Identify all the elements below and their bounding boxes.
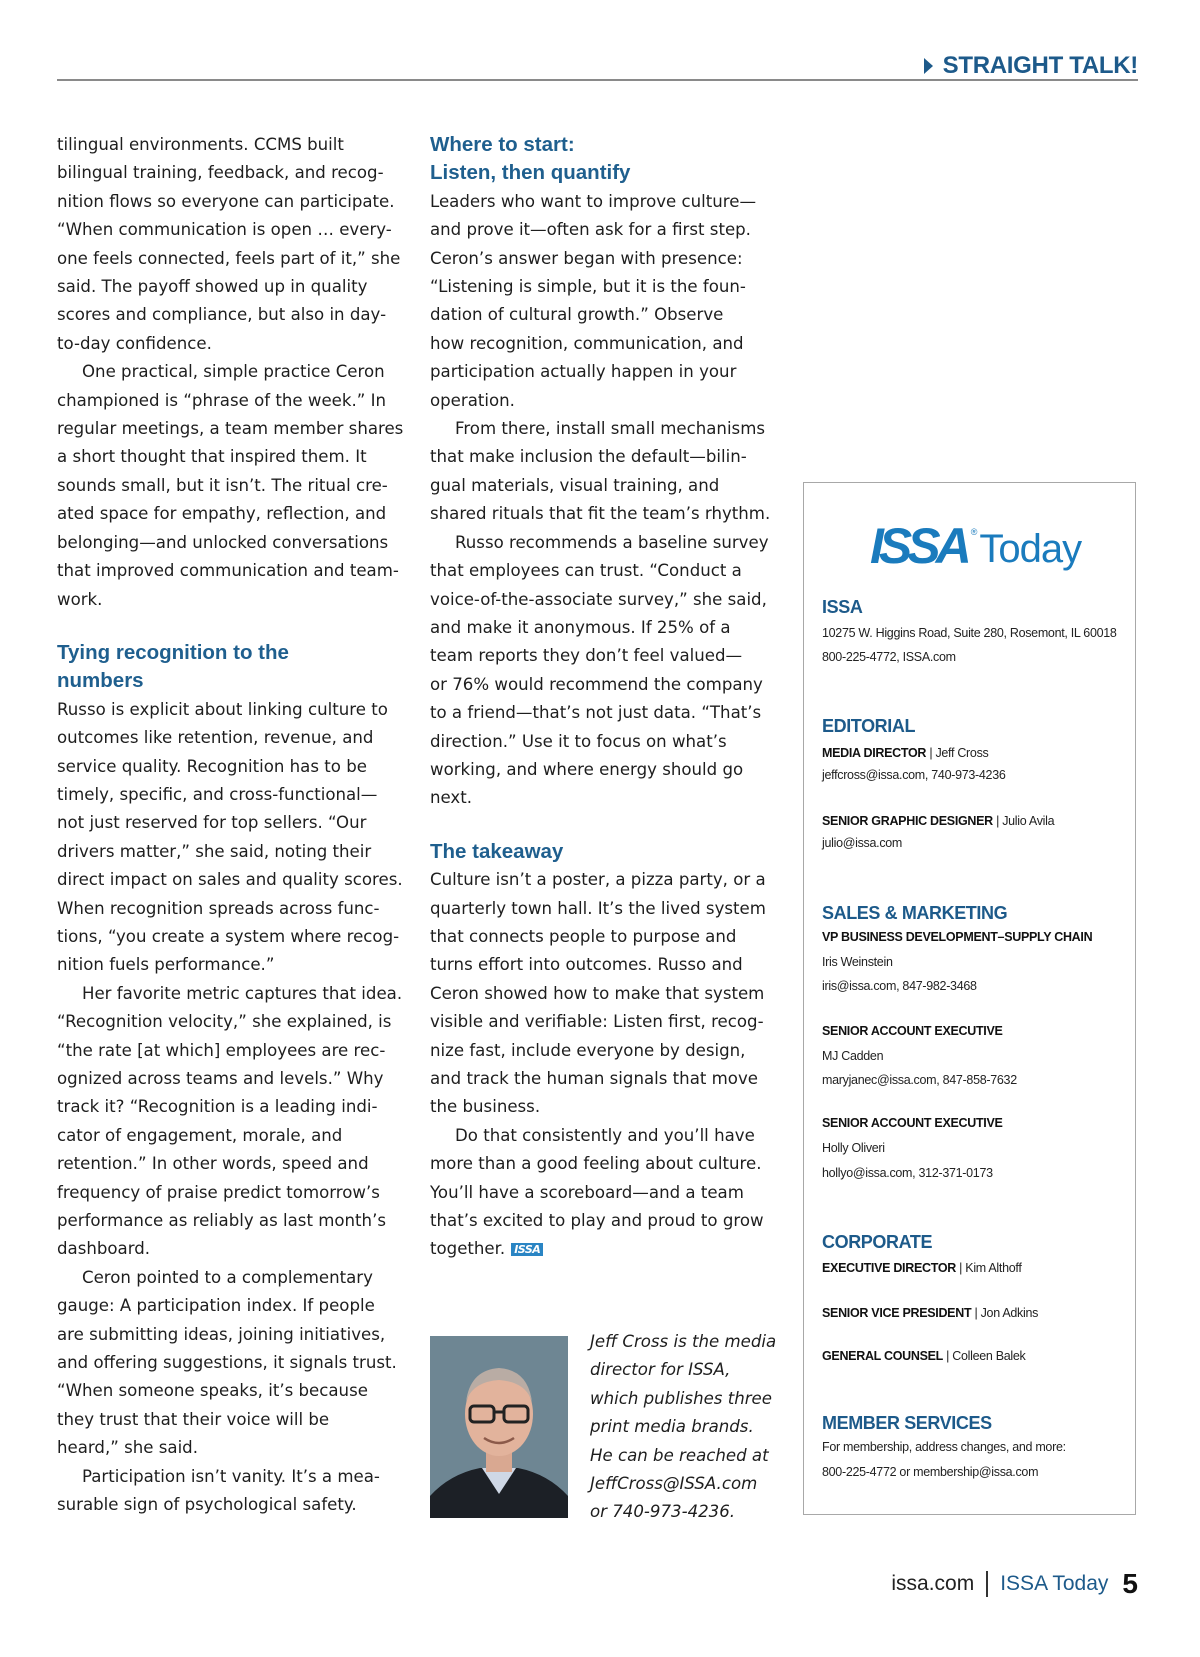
text-line [430,358,770,386]
text-line [57,781,397,809]
line-text: bilingual training, feedback, and recog- [57,163,384,183]
text-line [430,500,770,528]
text-line [57,809,397,837]
line-text: that connects people to purpose and [430,926,737,946]
line-text: that make inclusion the default—bilin- [430,447,747,467]
bio-line: director for ISSA, [590,1360,731,1380]
text-line [430,1037,770,1065]
text-line [57,159,397,187]
section-heading [430,131,770,188]
line-text: a short thought that inspired them. It [57,447,367,467]
line-text: “Listening is simple, but it is the foun- [430,277,746,297]
text-line [57,330,397,358]
text-line [57,557,397,585]
text-line [57,1377,397,1405]
vp-name: Iris Weinstein [822,955,893,969]
text-line [430,188,770,216]
author-bio [590,1328,776,1527]
line-text: Her favorite metric captures that idea. [82,983,403,1003]
text-line [57,1207,397,1235]
text-line [57,1235,397,1263]
issa-heading: ISSA [822,597,863,617]
text-line [430,784,770,812]
separator: | [955,1261,966,1275]
line-text: nition fuels performance.” [57,955,275,975]
footer-publication: ISSA Today [1000,1572,1109,1595]
media-director-row [822,744,988,762]
footer-site: issa.com [891,1572,975,1595]
line-text: sounds small, but it isn’t. The ritual cre- [57,475,388,495]
line-text: Ceron’s answer began with presence: [430,248,743,268]
sae1-role: SENIOR ACCOUNT EXECUTIVE [822,1024,1003,1038]
text-line [430,216,770,244]
name: Jeff Cross [935,746,989,760]
line-text: working, and where energy should go [430,759,744,779]
text-line [57,358,397,386]
bio-line: or 740-973-4236. [590,1502,736,1522]
issa-contact: 800-225-4772, ISSA.com [822,650,956,664]
svp-row [822,1304,1038,1322]
role: GENERAL COUNSEL [822,1349,943,1363]
masthead-box [803,482,1136,1515]
line-text: retention.” In other words, speed and [57,1154,369,1174]
separator: | [942,1349,953,1363]
issa-address: 10275 W. Higgins Road, Suite 280, Rosemont, IL 60018 [822,626,1117,640]
text-line [430,1008,770,1036]
line-text: cator of engagement, morale, and [57,1125,343,1145]
bio-line: print media brands. [590,1417,754,1437]
section-heading [430,838,770,866]
paragraph [57,696,403,980]
line-text: gauge: A participation index. If people [57,1296,375,1316]
name: Kim Althoff [965,1261,1022,1275]
issa-end-mark-icon: ISSA [511,1243,543,1256]
line-text: Do that consistently and you’ll have [455,1125,755,1145]
role: EXECUTIVE DIRECTOR [822,1261,956,1275]
text-line [57,273,397,301]
line-text: they trust that their voice will be [57,1409,330,1429]
logo-product: Today [979,527,1082,571]
line-text: said. The payoff showed up in quality [57,277,368,297]
text-line [57,724,397,752]
text-line [430,728,770,756]
line-text: nize fast, include everyone by design, [430,1040,746,1060]
vp-contact: iris@issa.com, 847-982-3468 [822,979,977,993]
text-line [57,895,397,923]
line-text: turns effort into outcomes. Russo and [430,955,743,975]
line-text: tilingual environments. CCMS built [57,135,344,154]
line-text: next. [430,788,473,808]
line-text: Participation isn’t vanity. It’s a mea- [82,1466,380,1486]
text-line [57,415,404,443]
text-line [57,1008,397,1036]
line-text: or 76% would recommend the company [430,674,763,694]
text-line [430,980,770,1008]
text-line [57,696,397,724]
sae2-name: Holly Oliveri [822,1141,885,1155]
text-line [430,245,770,273]
line-text: “Recognition velocity,” she explained, is [57,1012,392,1032]
line-text: From there, install small mechanisms [455,419,766,439]
designer-row [822,812,1054,830]
logo-brand: ISSA [870,518,967,574]
text-line [57,586,397,614]
line-text: to a friend—that’s not just data. “That’s [430,703,762,723]
executive-director-row [822,1259,1022,1277]
line-text: direction.” Use it to focus on what’s [430,731,727,751]
line-text: You’ll have a scoreboard—and a team [430,1182,744,1202]
line-text: timely, specific, and cross-functional— [57,784,378,804]
line-text: drivers matter,” she said, noting their [57,841,372,861]
role: SENIOR GRAPHIC DESIGNER [822,814,993,828]
text-line [430,1065,770,1093]
text-line [430,301,770,329]
text-line [430,557,770,585]
separator: | [971,1306,981,1320]
paragraph [57,131,401,358]
line-text: visible and verifiable: Listen first, recog- [430,1012,764,1032]
line-text: that improved communication and team- [57,561,399,581]
text-line [57,443,397,471]
line-text: operation. [430,390,515,410]
line-text: When recognition spreads across func- [57,898,380,918]
author-photo [430,1336,568,1518]
line-text: one feels connected, feels part of it,” she [57,248,401,268]
line-text: and make it anonymous. If 25% of a [430,617,731,637]
text-line [57,1292,397,1320]
designer-contact: julio@issa.com [822,836,903,850]
text-line [430,586,770,614]
line-text: Ceron showed how to make that system [430,983,765,1003]
line-text: Russo recommends a baseline survey [455,532,769,552]
text-line [430,614,770,642]
text-line [57,387,397,415]
line-text: ognized across teams and levels.” Why [57,1069,384,1088]
text-line [430,895,770,923]
line-text: Russo is explicit about linking culture to [57,699,388,719]
separator: | [992,814,1003,828]
text-line [57,245,401,273]
line-text: that’s excited to play and proud to grow [430,1211,764,1231]
text-line [57,1093,397,1121]
sae2-contact: hollyo@issa.com, 312-371-0173 [822,1166,993,1180]
line-text: performance as reliably as last month’s [57,1211,386,1231]
line-text: dashboard. [57,1239,151,1259]
line-text: surable sign of psychological safety. [57,1495,357,1515]
text-line [430,273,770,301]
media-director-contact: jeffcross@issa.com, 740-973-4236 [822,768,1006,782]
text-line [57,1491,397,1519]
section-heading [57,639,397,696]
bio-line: JeffCross@ISSA.com [590,1474,758,1494]
text-line [430,387,770,415]
line-text: One practical, simple practice Ceron [82,362,385,382]
text-line [57,1150,397,1178]
line-text: championed is “phrase of the week.” In [57,390,387,410]
line-text: tions, “you create a system where recog- [57,926,400,946]
paragraph [430,1122,770,1264]
member-services-line2: 800-225-4772 or membership@issa.com [822,1465,1039,1479]
line-text: nition flows so everyone can participate. [57,191,395,211]
line-text: Leaders who want to improve culture— [430,191,757,211]
text-line [430,1122,770,1150]
text-line [57,500,397,528]
page-footer [891,1568,1138,1600]
line-text: and offering suggestions, it signals trust. [57,1353,397,1373]
bio-line: Jeff Cross is the media [590,1332,777,1351]
line-text: track it? “Recognition is a leading indi- [57,1097,378,1117]
line-text: Ceron pointed to a complementary [82,1267,373,1287]
line-text: gual materials, visual training, and [430,475,720,495]
text-line [430,642,770,670]
role: MEDIA DIRECTOR [822,746,927,760]
paragraph [57,1463,397,1520]
text-line [430,923,770,951]
corporate-heading: CORPORATE [822,1232,933,1252]
sales-heading: SALES & MARKETING [822,903,1008,923]
text-line [430,1235,770,1263]
paragraph [57,980,403,1264]
text-line [430,472,770,500]
member-services-heading: MEMBER SERVICES [822,1413,992,1433]
text-line [57,529,397,557]
line-text: dation of cultural growth.” Observe [430,305,724,325]
line-text: regular meetings, a team member shares [57,419,404,439]
paragraph [430,529,770,813]
text-line [430,951,770,979]
text-line [57,1434,397,1462]
line-text: scores and compliance, but also in day- [57,305,387,325]
page-number: 5 [1122,1568,1138,1599]
text-line [57,1179,397,1207]
text-line [430,1179,770,1207]
editorial-heading: EDITORIAL [822,716,916,736]
role: SENIOR VICE PRESIDENT [822,1306,972,1320]
line-text: heard,” she said. [57,1438,198,1458]
registered-mark-icon: ® [970,527,978,537]
line-text: more than a good feeling about culture. [430,1154,762,1174]
article-column-left [57,131,404,1520]
sae1-contact: maryjanec@issa.com, 847-858-7632 [822,1073,1017,1087]
separator: | [926,746,936,760]
paragraph [430,866,770,1122]
line-text: that employees can trust. “Conduct a [430,561,742,581]
triangle-right-icon [924,58,933,74]
text-line [430,671,770,699]
line-text: work. [57,589,103,609]
text-line [57,923,400,951]
line-text: direct impact on sales and quality scores. [57,870,403,890]
line-text: and track the human signals that move [430,1069,758,1088]
text-line [57,1122,397,1150]
sae1-name: MJ Cadden [822,1049,884,1063]
line-text: together. [430,1239,506,1259]
text-line [430,415,770,443]
line-text: outcomes like retention, revenue, and [57,728,374,748]
line-text: voice-of-the-associate survey,” she said, [430,589,767,609]
text-line [57,131,397,159]
text-line [430,866,770,894]
bio-line: He can be reached at [590,1445,769,1465]
text-line [57,1037,397,1065]
text-line [57,951,397,979]
text-line [57,1065,397,1093]
line-text: the business. [430,1097,541,1117]
text-line [57,1321,397,1349]
line-text: and prove it—often ask for a first step. [430,220,751,240]
text-line [57,301,397,329]
name: Julio Avila [1002,814,1055,828]
paragraph [430,188,770,415]
heading-line: Listen, then quantify [430,161,631,185]
line-text: ated space for empathy, reflection, and [57,504,387,524]
footer-divider [986,1571,988,1597]
text-line [57,1349,397,1377]
paragraph [57,1264,397,1463]
text-line [57,188,397,216]
text-line [57,472,397,500]
line-text: “When someone speaks, it’s because [57,1381,368,1401]
line-text: Culture isn’t a poster, a pizza party, or a [430,870,766,890]
heading-line: numbers [57,669,144,693]
text-line [430,443,770,471]
general-counsel-row [822,1347,1026,1365]
text-line [57,216,397,244]
text-line [57,866,403,894]
line-text: team reports they don’t feel valued— [430,646,743,666]
text-line [430,529,770,557]
line-text: to-day confidence. [57,333,212,353]
paragraph [57,358,404,614]
text-line [430,1150,770,1178]
line-text: are submitting ideas, joining initiatives, [57,1324,386,1344]
line-text: participation actually happen in your [430,362,737,382]
line-text: service quality. Recognition has to be [57,756,367,776]
line-text: not just reserved for top sellers. “Our [57,813,367,833]
text-line [57,1406,397,1434]
text-line [57,753,397,781]
text-line [430,699,770,727]
line-text: “the rate [at which] employees are rec- [57,1040,386,1060]
heading-line: The takeaway [430,839,564,863]
text-line [430,1093,770,1121]
article-column-middle [430,131,770,1264]
text-line [430,1207,770,1235]
text-line [430,330,770,358]
line-text: “When communication is open … every- [57,220,392,240]
paragraph [430,415,770,529]
text-line [57,838,397,866]
section-label [924,52,1138,80]
text-line [57,1264,397,1292]
text-line [57,980,403,1008]
line-text: how recognition, communication, and [430,333,744,353]
line-text: frequency of praise predict tomorrow’s [57,1182,380,1202]
text-line [430,756,770,784]
vp-role: VP BUSINESS DEVELOPMENT–SUPPLY CHAIN [822,930,1093,944]
line-text: shared rituals that fit the team’s rhythm. [430,504,771,524]
heading-line: Tying recognition to the [57,640,289,664]
member-services-line1: For membership, address changes, and more: [822,1440,1066,1454]
line-text: belonging—and unlocked conversations [57,532,389,552]
bio-line: which publishes three [590,1388,772,1408]
section-title: STRAIGHT TALK! [942,52,1138,79]
name: Jon Adkins [980,1306,1039,1320]
heading-line: Where to start: [430,133,575,156]
sae2-role: SENIOR ACCOUNT EXECUTIVE [822,1116,1003,1130]
line-text: quarterly town hall. It’s the lived system [430,898,766,918]
issa-today-logo [870,518,1082,574]
name: Colleen Balek [952,1349,1026,1363]
text-line [57,1463,397,1491]
